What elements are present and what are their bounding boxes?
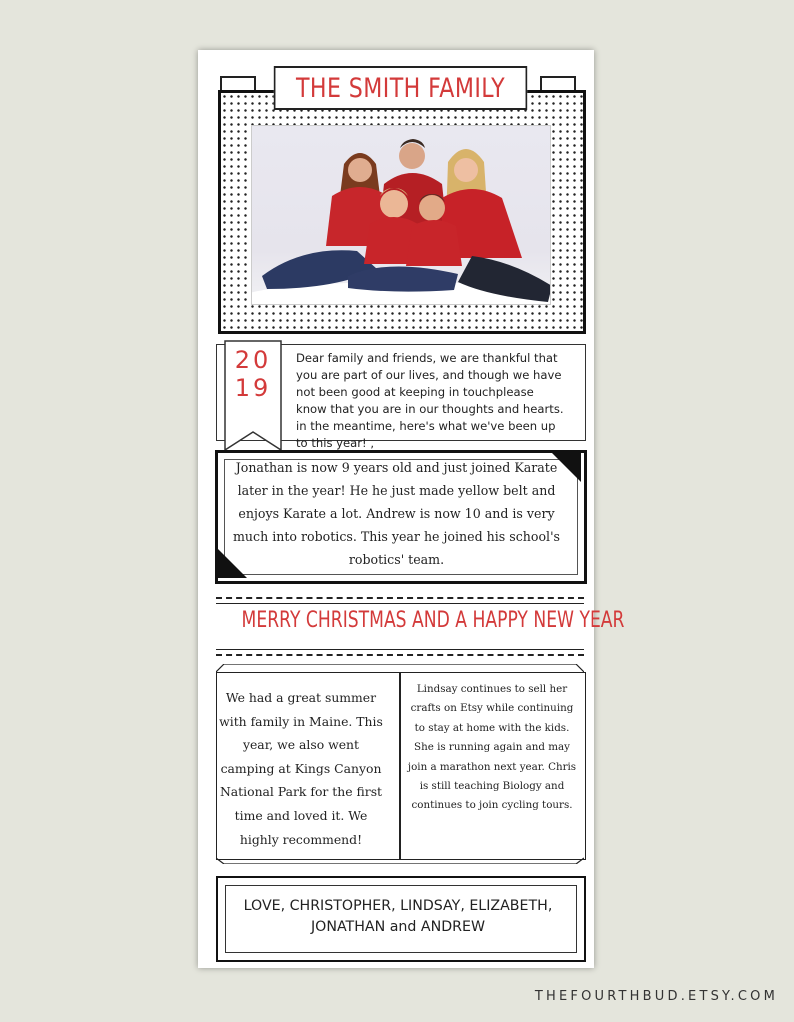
kids-update-text: Jonathan is now 9 years old and just joined Karate later in the year! He he just made yellow belt and enjoys Karate a lot. Andrew is now 10 and is very much into robotics. This year he joined his school's robotics' team. xyxy=(232,460,561,567)
year-line-2: 19 xyxy=(234,374,272,402)
photo-frame xyxy=(218,90,586,334)
intro-letter: Dear family and friends, we are thankful that you are part of our lives, and though we have not been good at keeping in touchplease know that you are in our thoughts and hearts. in the meantime, here's what we've been up to this year! , xyxy=(296,351,564,450)
family-title: THE SMITH FAMILY xyxy=(274,66,527,110)
lindsay-text: Lindsay continues to sell her crafts on Etsy while continuing to stay at home with the kids. She is running again and may join a marathon next year. Chris is still teaching Biology and continues to join cycling tours. xyxy=(407,683,577,812)
family-photo-icon xyxy=(252,126,550,304)
shop-watermark: THEFOURTHBUD.ETSY.COM xyxy=(534,989,778,1004)
year-tab xyxy=(224,340,282,452)
summer-text: We had a great summer with family in Maine. This year, we also went camping at Kings Canyon National Park for the first time and loved it. We highly recommend! xyxy=(219,690,383,847)
family-photo xyxy=(251,125,551,305)
holiday-greeting: MERRY CHRISTMAS AND A HAPPY NEW YEAR xyxy=(241,608,625,633)
year-line-1: 20 xyxy=(234,346,272,374)
divider-bottom-solid xyxy=(216,649,584,650)
divider-bottom-dashed xyxy=(216,654,584,656)
divider-top-dashed xyxy=(216,597,584,599)
newsletter-card xyxy=(198,50,625,968)
divider-top-solid xyxy=(216,603,584,604)
signoff-text: LOVE, CHRISTOPHER, LINDSAY, ELIZABETH, JONATHAN and ANDREW xyxy=(243,898,553,935)
